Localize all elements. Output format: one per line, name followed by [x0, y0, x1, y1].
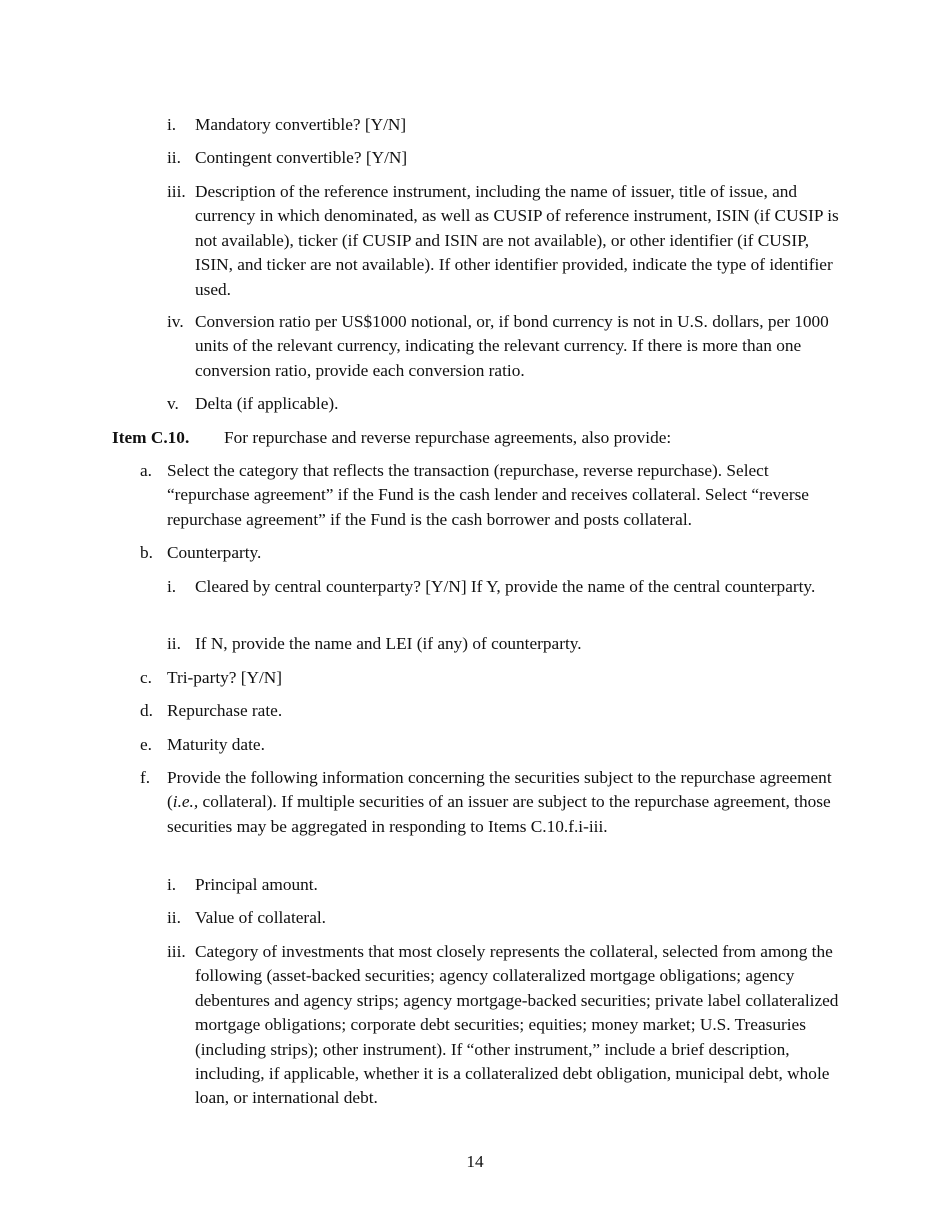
- list-item-text: Contingent convertible? [Y/N]: [195, 148, 408, 167]
- list-marker: iv.: [167, 312, 184, 331]
- list-item-text: Mandatory convertible? [Y/N]: [195, 115, 407, 134]
- item-c10-heading: [112, 426, 840, 450]
- list-marker: iii.: [167, 942, 186, 961]
- italic-text: i.e.,: [172, 792, 199, 812]
- list-marker: b.: [140, 543, 153, 562]
- list-marker: iii.: [167, 182, 186, 201]
- list-marker: a.: [140, 461, 152, 480]
- list-item-text: Tri-party? [Y/N]: [167, 668, 283, 687]
- list-item-text: Description of the reference instrument, including the name of issuer, title of issue, and currency in which denominated, as well as CUSIP of reference instrument, ISIN (if CUSIP is not available), ticker (if CUSIP and ISIN are not available), or other identifier (if CUSIP, ISIN, and ticker are not available). If other identifier provided, indicate the type of identifier used.: [195, 182, 839, 299]
- list-item-text: Principal amount.: [195, 875, 318, 894]
- list-item-text: Maturity date.: [167, 735, 265, 754]
- list-item-principal-amount: [167, 873, 839, 897]
- list-item-contingent-convertible: [167, 146, 839, 170]
- list-item-value-of-collateral: [167, 906, 839, 930]
- list-item-reference-instrument: [167, 180, 839, 302]
- list-item-text: Repurchase rate.: [167, 701, 283, 720]
- list-item-text: Cleared by central counterparty? [Y/N] If Y, provide the name of the central counterparty.: [195, 577, 816, 596]
- list-item-text: [167, 766, 840, 839]
- list-item-cleared-central-counterparty: [167, 575, 839, 599]
- list-marker: c.: [140, 668, 152, 687]
- list-marker: i.: [167, 115, 177, 134]
- list-item-maturity-date: [140, 733, 840, 757]
- list-item-mandatory-convertible: [167, 113, 839, 137]
- list-item-delta: [167, 392, 839, 416]
- list-item-category-of-investments: [167, 940, 839, 1111]
- list-item-counterparty: [140, 541, 840, 565]
- list-item-text: Value of collateral.: [195, 908, 326, 927]
- list-item-securities-information: [140, 766, 840, 839]
- list-marker: i.: [167, 577, 177, 596]
- list-marker: f.: [140, 768, 151, 787]
- text-segment: collateral). If multiple securities of an issuer are subject to the repurchase agreement, those securities may be aggregated in responding to Items C.10.f.i-iii.: [167, 792, 831, 836]
- list-item-text: Delta (if applicable).: [195, 394, 339, 413]
- list-marker: ii.: [167, 148, 181, 167]
- list-item-text: If N, provide the name and LEI (if any) of counterparty.: [195, 634, 582, 653]
- list-item-text: Conversion ratio per US$1000 notional, or, if bond currency is not in U.S. dollars, per 1000 units of the relevant currency, indicating the relevant currency. If there is more than one conversion ratio, provide each conversion ratio.: [195, 312, 829, 380]
- list-marker: d.: [140, 701, 153, 720]
- text-segment: Provide the following information concerning the securities subject to the repurchase agreement (: [167, 768, 832, 812]
- list-item-text: Select the category that reflects the transaction (repurchase, reverse repurchase). Select “repurchase agreement” if the Fund is the cash lender and receives collateral. Select “reverse repurchase agreement” if the Fund is the cash borrower and posts collateral.: [167, 461, 809, 529]
- item-label: Item C.10.: [112, 428, 190, 447]
- list-marker: ii.: [167, 634, 181, 653]
- list-marker: e.: [140, 735, 152, 754]
- item-heading-text: For repurchase and reverse repurchase agreements, also provide:: [224, 428, 672, 447]
- page-number: 14: [466, 1152, 484, 1171]
- list-marker: v.: [167, 394, 179, 413]
- list-item-repurchase-rate: [140, 699, 840, 723]
- list-marker: ii.: [167, 908, 181, 927]
- list-item-counterparty-lei: [167, 632, 839, 656]
- list-item-text: Counterparty.: [167, 543, 262, 562]
- list-item-text: Category of investments that most closely represents the collateral, selected from among the following (asset-backed securities; agency collateralized mortgage obligations; agency debentures and agency strips; agency mortgage-backed securities; private label collateralized mortgage obligations; corporate debt securities; equities; money market; U.S. Treasuries (including strips); other instrument). If “other instrument,” include a brief description, including, if applicable, whether it is a collateralized debt obligation, municipal debt, whole loan, or international debt.: [195, 942, 839, 1108]
- list-marker: i.: [167, 875, 177, 894]
- list-item-category: [140, 459, 840, 532]
- list-item-tri-party: [140, 666, 840, 690]
- list-item-conversion-ratio: [167, 310, 839, 383]
